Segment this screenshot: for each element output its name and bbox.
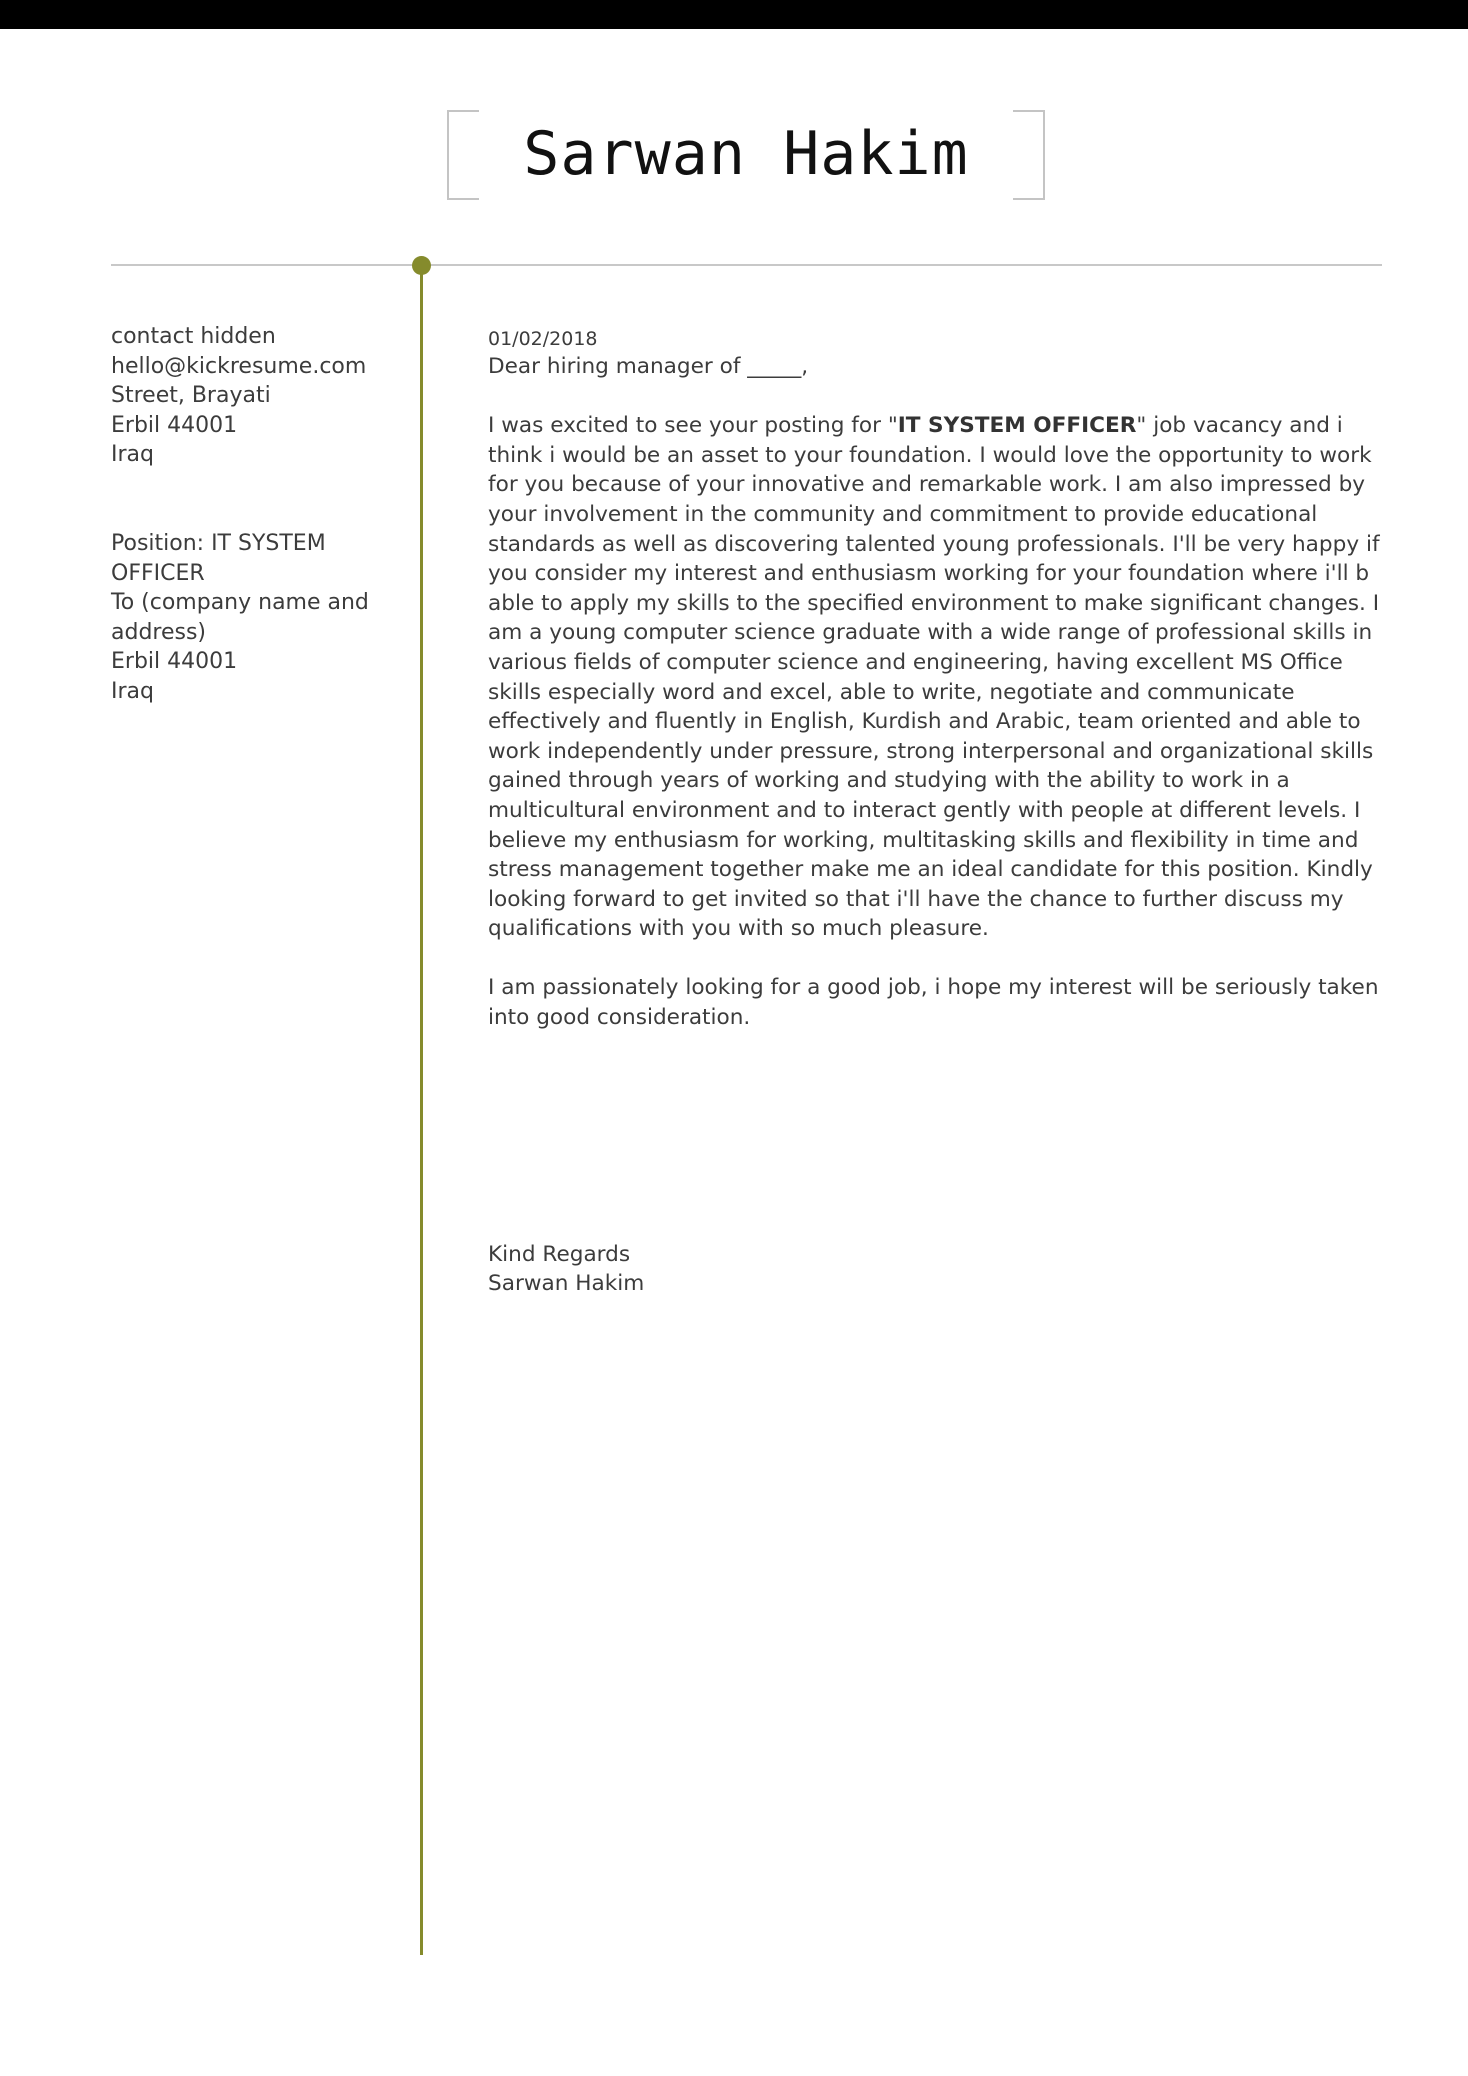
contact-line: contact hidden: [111, 324, 276, 349]
divider-dot: [412, 256, 431, 275]
sidebar: [111, 322, 381, 766]
salutation: Dear hiring manager of _____,: [488, 354, 809, 379]
contact-country: Iraq: [111, 442, 154, 468]
paragraph-1: [488, 411, 1382, 944]
paragraph-1-start: I was excited to see your posting for ": [488, 413, 898, 439]
applicant-name: Sarwan Hakim: [523, 119, 969, 189]
position-title: IT SYSTEM OFFICER: [897, 413, 1137, 439]
letter-date: 01/02/2018: [488, 328, 598, 350]
vertical-divider: [420, 265, 423, 1955]
name-header: [447, 110, 1045, 200]
contact-block: [111, 322, 381, 470]
recipient-country: Iraq: [111, 678, 154, 704]
contact-email: hello@kickresume.com: [111, 353, 367, 379]
recipient-position: Position: IT SYSTEM OFFICER: [111, 530, 326, 586]
signature-name: Sarwan Hakim: [488, 1271, 645, 1297]
horizontal-divider: [111, 264, 1382, 266]
contact-street: Street, Brayati: [111, 383, 271, 409]
top-bar: [0, 0, 1468, 29]
paragraph-1-rest: " job vacancy and i think i would be an asset to your foundation. I would love the opportunity to work for you because of your innovative and remarkable work. I am also impressed by your involvement in the community and commitment to provide educational standards as well as discovering talented young professionals. I'll be very happy if you consider my interest and enthusiasm working for your foundation where i'll b able to apply my skills to the specified environment to make significant changes. I am a young computer science graduate with a wide range of professional skills in various fields of computer science and engineering, having excellent MS Office skills especially word and excel, able to write, negotiate and communicate effectively and fluently in English, Kurdish and Arabic, team oriented and able to work independently under pressure, strong interpersonal and organizational skills gained through years of working and studying with the ability to work in a multicultural environment and to interact gently with people at different levels. I believe my enthusiasm for working, multitasking skills and flexibility in time and stress management together make me an ideal candidate for this position. Kindly looking forward to get invited so that i'll have the chance to further discuss my qualifications with you with so much pleasure.: [488, 413, 1380, 942]
recipient-block: [111, 529, 381, 707]
signature-block: [488, 1240, 1382, 1299]
recipient-city: Erbil 44001: [111, 649, 238, 675]
recipient-company: To (company name and address): [111, 590, 369, 645]
paragraph-2: I am passionately looking for a good job, i hope my interest will be seriously taken into good consideration.: [488, 975, 1379, 1031]
letter-body: [488, 326, 1382, 1299]
closing: Kind Regards: [488, 1241, 631, 1267]
contact-city: Erbil 44001: [111, 412, 238, 438]
